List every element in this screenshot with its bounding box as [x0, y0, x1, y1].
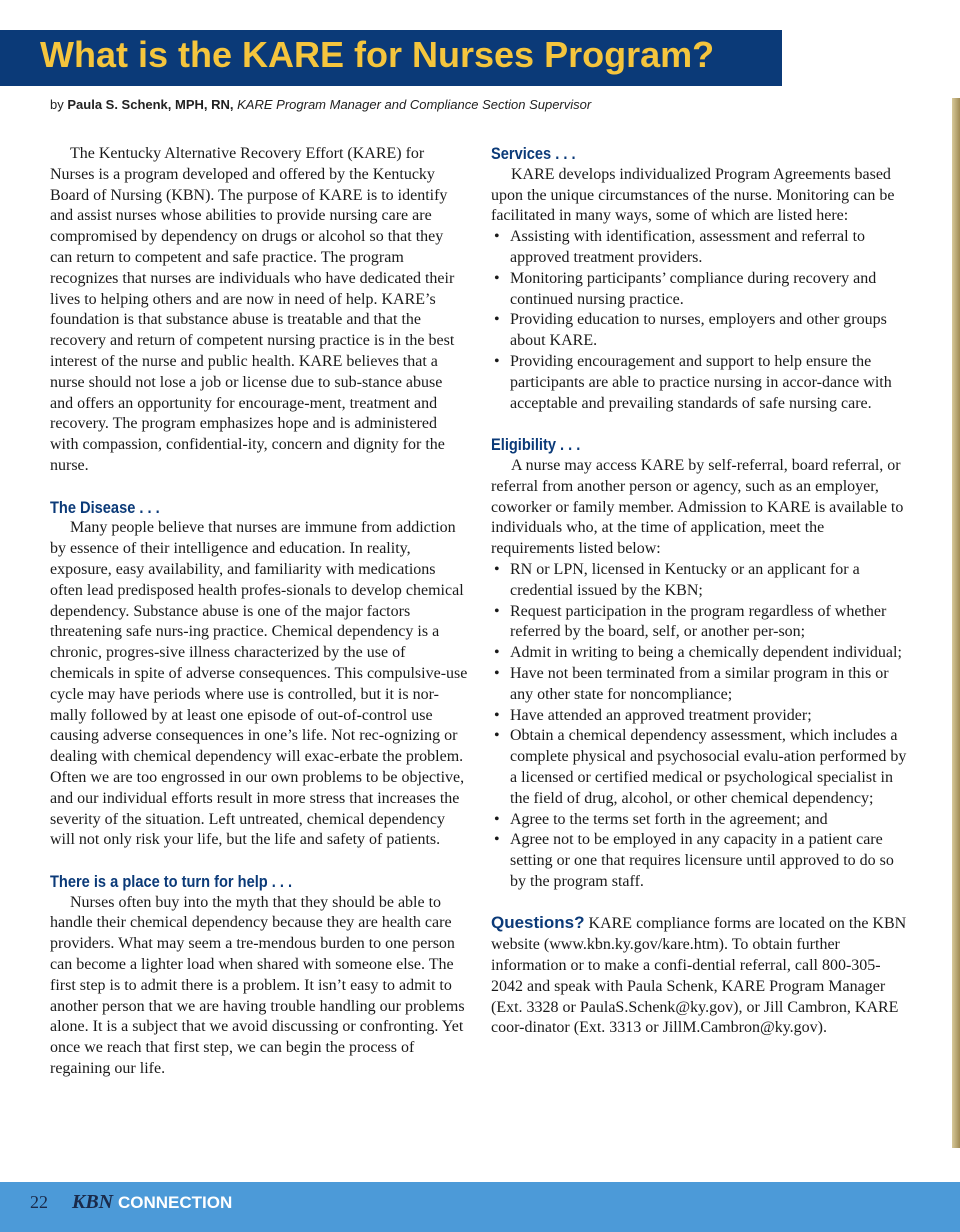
list-item: • Have attended an approved treatment provider; [491, 706, 911, 727]
list-item: • Providing education to nurses, employers and other groups about KARE. [491, 310, 911, 352]
list-item: • Agree to the terms set forth in the agreement; and [491, 810, 911, 831]
list-item: • Assisting with identification, assessment and referral to approved treatment providers. [491, 227, 911, 269]
questions-text: KARE compliance forms are located on the KBN website (www.kbn.ky.gov/kare.htm). To obtain further information or to make a confi-dential referral, call 800-305-2042 and speak with Paula Schenk, KARE Program Manager (Ext. 3328 or PaulaS.Schenk@ky.gov), or Jill Cambron, KARE coor-dinator (Ext. 3313 or JillM.Cambron@ky.gov). [491, 915, 907, 1037]
list-item: • Monitoring participants’ compliance during recovery and continued nursing practice. [491, 269, 911, 311]
eligibility-heading: Eligibility . . . [491, 435, 581, 455]
services-paragraph: KARE develops individualized Program Agreements based upon the unique circumstances of the nurse. Monitoring can be facilitated in many ways, some of which are listed here: [491, 165, 895, 225]
eligibility-paragraph: A nurse may access KARE by self-referral, board referral, or referral from another person or agency, such as an employer, coworker or family member. Admission to KARE is available to individuals who, at the time of application, meet the requirements listed below: [491, 456, 904, 558]
eligibility-list [491, 560, 911, 893]
help-paragraph: Nurses often buy into the myth that they should be able to handle their chemical dependency because they are health care providers. What may seem a tre-mendous burden to one person can become a lighter load when shared with someone else. The first step is to admit there is a problem. It isn’t easy to admit to another person that we are having trouble handling our problems alone. It is a subject that we avoid discussing or confronting. Yet once we reach that first step, we can begin the process of regaining our life. [50, 893, 465, 1078]
list-item: • Agree not to be employed in any capacity in a patient care setting or one that requires licensure until approved to do so by the program staff. [491, 830, 911, 892]
list-item: • Have not been terminated from a similar program in this or any other state for noncompliance; [491, 664, 911, 706]
services-heading: Services . . . [491, 144, 576, 163]
byline-role: KARE Program Manager and Compliance Section Supervisor [237, 97, 592, 112]
questions-heading: Questions? [491, 913, 585, 933]
page-edge-decoration [952, 98, 960, 1148]
list-item: • Admit in writing to being a chemically dependent individual; [491, 643, 911, 664]
byline-prefix: by [50, 97, 64, 112]
right-column [491, 144, 911, 1039]
questions-paragraph [491, 913, 911, 1039]
disease-paragraph: Many people believe that nurses are immune from addiction by essence of their intelligence and education. In reality, exposure, easy availability, and familiarity with medications often lead predisposed health profes-sionals to develop chemical dependency. Substance abuse is one of the major factors threatening safe nurs-ing practice. Chemical dependency is a chronic, progres-sive illness characterized by the use of chemicals in spite of adverse consequences. This compulsive-use cycle may have periods where use is controlled, but it is nor-mally followed by at least one episode of out-of-control use causing adverse consequences in one’s life. Not rec-ognizing or dealing with chemical dependency will exac-erbate the problem. Often we are too engrossed in our own problems to be objective, and our individual efforts result in more stress that increases the severity of the situation. Left untreated, chemical dependency will not only risk your life, but the life and safety of patients. [50, 519, 468, 849]
intro-paragraph: The Kentucky Alternative Recovery Effort (KARE) for Nurses is a program developed and offered by the Kentucky Board of Nursing (KBN). The purpose of KARE is to identify and assist nurses whose abilities to provide nursing care are compromised by dependency on drugs or alcohol so that they can return to competent and safe practice. The program recognizes that nurses are individuals who have dedicated their lives to helping others and are now in need of help. KARE’s foundation is that substance abuse is treatable and that the recovery and return of competent nursing practice is in the best interest of the nurse and public health. KARE believes that a nurse should not lose a job or license due to sub-stance abuse and offers an opportunity for encourage-ment, treatment and recovery. The program emphasizes hope and is administered with compassion, confidential-ity, concern and dignity for the nurse. [50, 145, 455, 474]
list-item: • Obtain a chemical dependency assessment, which includes a complete physical and psychosocial evalu-ation performed by a licensed or certified medical or psychological specialist in the field of drug, alcohol, or other chemical dependency; [491, 726, 911, 809]
footer-bar [0, 1182, 960, 1232]
page-number: 22 [30, 1192, 48, 1212]
list-item: • Providing encouragement and support to help ensure the participants are able to practice nursing in accor-dance with acceptable and prevailing standards of safe nursing care. [491, 352, 911, 414]
list-item: • RN or LPN, licensed in Kentucky or an applicant for a credential issued by the KBN; [491, 560, 911, 602]
list-item: • Request participation in the program regardless of whether referred by the board, self, or another per-son; [491, 602, 911, 644]
connection-logo: CONNECTION [118, 1193, 233, 1212]
byline [50, 97, 591, 112]
help-heading: There is a place to turn for help . . . [50, 871, 293, 891]
disease-heading: The Disease . . . [50, 497, 160, 517]
page-title: What is the KARE for Nurses Program? [40, 34, 715, 75]
services-list [491, 227, 911, 414]
left-column [50, 144, 468, 1080]
kbn-logo: KBN [72, 1191, 114, 1213]
byline-author: Paula S. Schenk, MPH, RN, [67, 97, 234, 112]
title-banner [0, 30, 782, 86]
